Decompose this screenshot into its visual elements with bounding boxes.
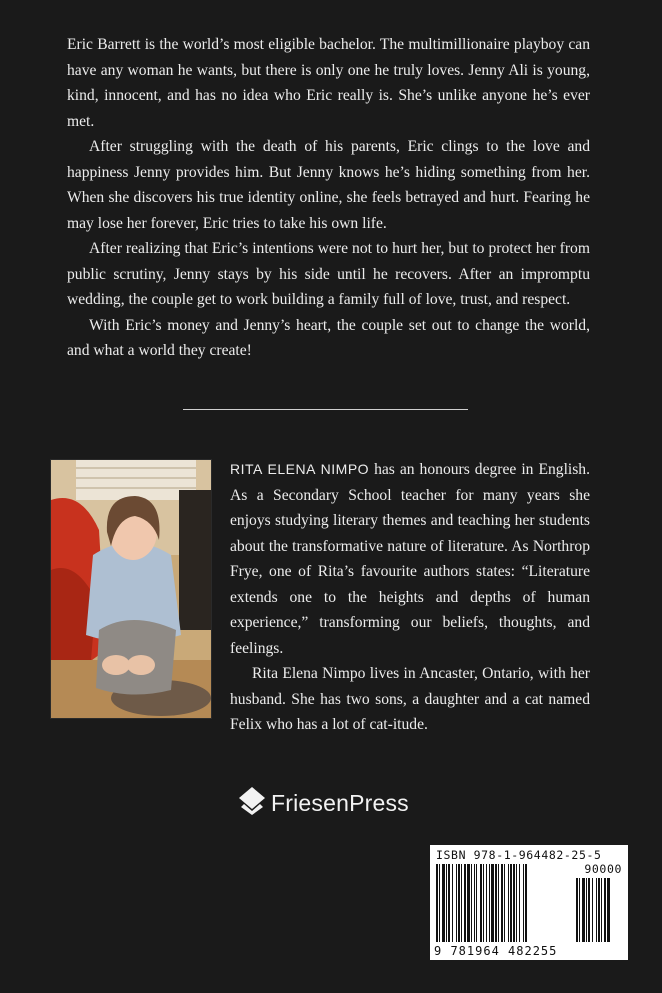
blurb-paragraph: With Eric’s money and Jenny’s heart, the couple set out to change the world, and what a world they create! [67,316,590,359]
barcode-bar [483,864,484,942]
barcode-bar [582,878,585,942]
barcode-bar [489,864,490,942]
barcode-bar [456,864,457,942]
barcode-bar [476,864,477,942]
barcode-bar [519,864,520,942]
author-bio [230,457,590,738]
barcode-digits: 9 781964 482255 [434,944,626,958]
publisher-name: FriesenPress [271,789,409,816]
barcode-bar [588,878,590,942]
barcode-bar [491,864,494,942]
barcode-bar [461,864,462,942]
barcode-bar [586,878,587,942]
barcode-bar [446,864,447,942]
bio-paragraph: Rita Elena Nimpo lives in Ancaster, Ontario, with her husband. She has two sons, a daughter and a cat named Felix who has a lot of cat-itude. [230,665,590,733]
isbn-barcode [430,845,628,960]
barcode-bar [501,864,503,942]
blurb-paragraph: After realizing that Eric’s intentions were not to hurt her, but to protect her from public scrutiny, Jenny stays by his side until he recovers. After an impromptu wedding, the couple get to work building a family full of love, trust, and respect. [67,240,590,308]
barcode-bar [436,864,438,942]
barcode-bar [508,864,509,942]
barcode-bar [513,864,515,942]
friesenpress-logo-icon [239,787,265,820]
barcode-bar [471,864,472,942]
barcode-bar [592,878,593,942]
barcode-bar [579,878,580,942]
bio-paragraph [230,457,590,661]
barcode-bar [510,864,512,942]
barcode-bar [480,864,482,942]
barcode-bar [607,878,610,942]
barcode-bar [525,864,527,942]
author-photo [50,459,212,719]
barcode-bar [498,864,499,942]
barcode-bar [474,864,475,942]
barcode-bar [464,864,466,942]
barcode-bar [596,878,597,942]
barcode-bar [467,864,470,942]
barcode-bar [598,878,600,942]
barcode-bar [448,864,450,942]
barcode-bar [439,864,440,942]
blurb-paragraph: Eric Barrett is the world’s most eligible bachelor. The multimillionaire playboy can have any woman he wants, but there is only one he truly loves. Jenny Ali is young, kind, innocent, and has no idea who Eric really is. She’s unlike anyone he’s ever met. [67,36,590,130]
barcode-bar [458,864,460,942]
barcode-bar [604,878,606,942]
barcode-bar [452,864,453,942]
barcode-bar [504,864,505,942]
author-name: RITA ELENA NIMPO [230,461,370,477]
isbn-label: ISBN 978-1-964482-25-5 [436,848,602,862]
barcode-bar [601,878,602,942]
bio-text: has an honours degree in English. As a Secondary School teacher for many years she enjoys studying literary themes and teaching her students about the transformative nature of literature. As Northrop Frye, one of Rita’s favourite authors states: “Literature extends one to the heights and depths of human experience,” transforming our beliefs, thoughts, and feelings. [230,461,590,657]
back-cover-blurb [67,32,590,364]
section-divider [183,409,468,410]
barcode-bar [495,864,497,942]
barcode-bar [442,864,445,942]
blurb-paragraph: After struggling with the death of his parents, Eric clings to the love and happiness Jenny provides him. But Jenny knows he’s hiding something from her. When she discovers his true identity online, she feels betrayed and hurt. Fearing he may lose her forever, Eric tries to take his own life. [67,138,590,232]
barcode-bar [516,864,517,942]
barcode-bar [576,878,578,942]
barcode-bars [436,864,622,944]
barcode-bar [523,864,524,942]
publisher-logo [239,786,409,820]
price-code: 90000 [584,862,622,876]
barcode-bar [486,864,487,942]
